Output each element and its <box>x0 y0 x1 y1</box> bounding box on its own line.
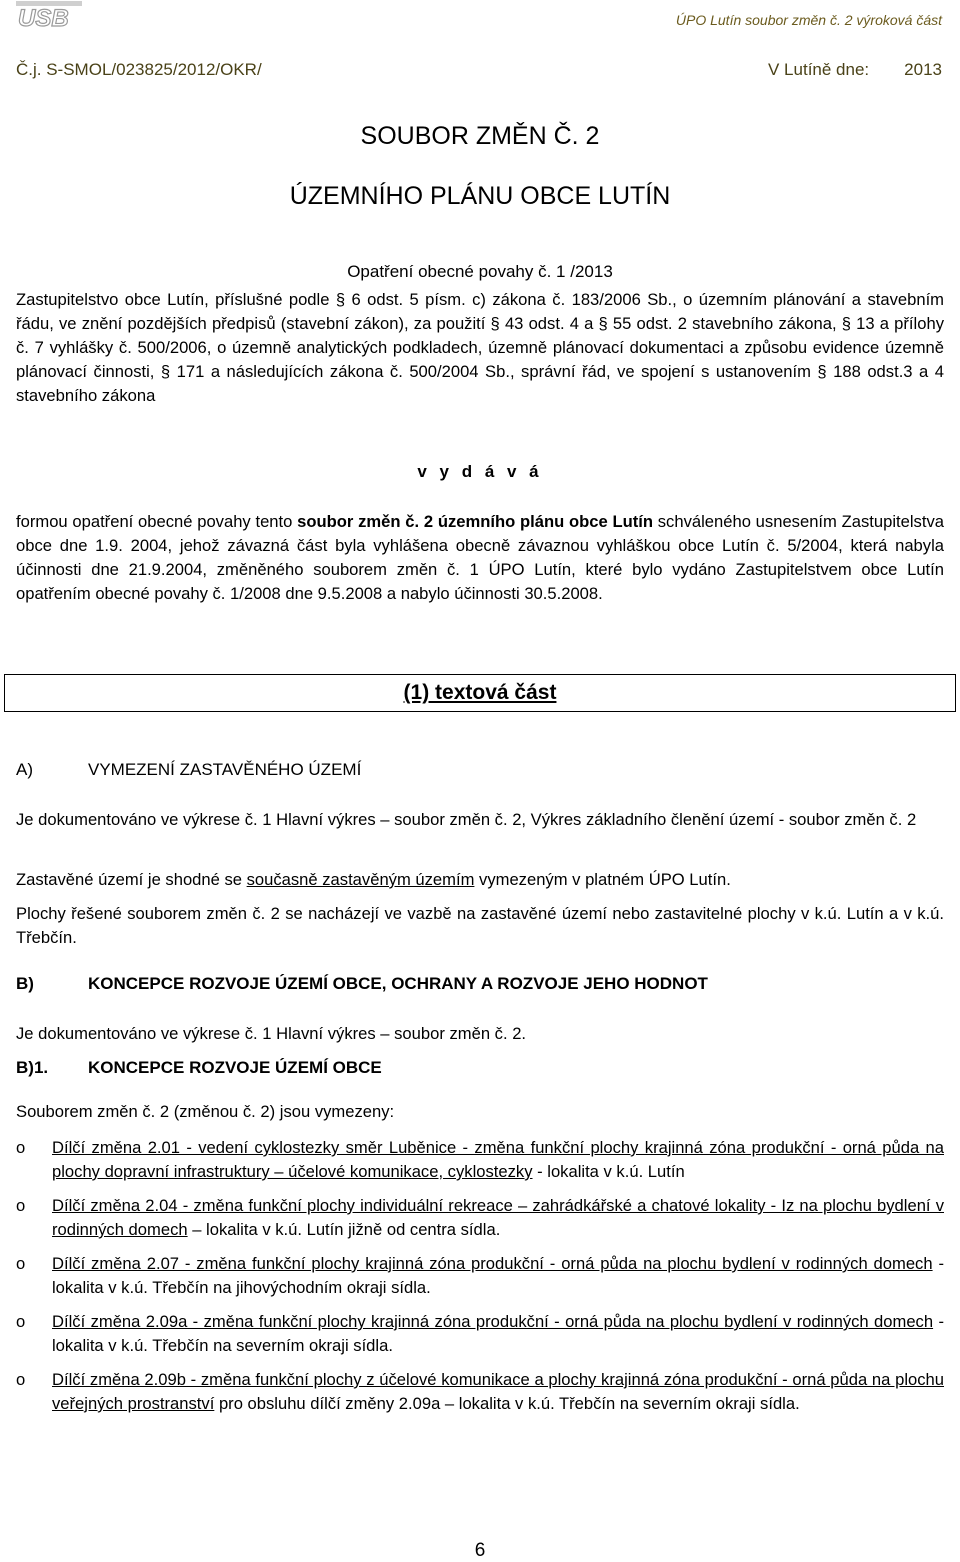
formou-bold: soubor změn č. 2 územního plánu obce Lutín <box>297 512 654 531</box>
section-a-paragraph-2: Zastavěné území je shodné se současně zastavěným územím vymezeným v platném ÚPO Lutín. <box>16 870 731 889</box>
section-b-label: B) <box>16 974 34 993</box>
list-item: o Dílčí změna 2.01 - vedení cyklostezky směr Luběnice - změna funkční plochy krajinná zóna produkční - orná půda na plochy dopravní infrastruktury – účelové komunikace, cyklostezky - lokalita v k.ú. Lutín <box>16 1138 944 1181</box>
section-b-paragraph-2: Souborem změn č. 2 (změnou č. 2) jsou vymezeny: <box>16 1102 395 1121</box>
textova-cast-box <box>4 674 956 712</box>
section-a-paragraph-1: Je dokumentováno ve výkrese č. 1 Hlavní výkres – soubor změn č. 2, Výkres základního členění území - soubor změn č. 2 <box>16 810 917 829</box>
title-line-1: SOUBOR ZMĚN Č. 2 <box>360 122 600 150</box>
header-document-title: ÚPO Lutín soubor změn č. 2 výroková část <box>675 12 942 28</box>
bullet: o <box>16 1196 26 1215</box>
page-number: 6 <box>474 1540 486 1561</box>
textova-cast-heading: (1) textová část <box>403 681 557 704</box>
change-list <box>16 1136 944 1426</box>
date-label: V Lutíně dne: <box>768 60 870 79</box>
year: 2013 <box>904 60 942 79</box>
intro-paragraph: Zastupitelstvo obce Lutín, příslušné podle § 6 odst. 5 písm. c) zákona č. 183/2006 Sb., o územním plánování a stavebním řádu, ve znění pozdějších předpisů (stavební zákon), za použití § 43 odst. 4 a § 55 odst. 2 stavebního zákona, § 13 a přílohy č. 7 vyhlášky č. 500/2006, o územně analytických podkladech, územně plánovací dokumentaci a způsobu evidence územně plánovací činnosti, § 171 a následujících zákona č. 500/2004 Sb., správní řád, ve spojení s ustanovením § 188 odst.3 a 4 stavebního zákona <box>16 290 944 405</box>
vydava-heading: v y d á v á <box>417 462 543 481</box>
section-a-title: VYMEZENÍ ZASTAVĚNÉHO ÚZEMÍ <box>88 760 362 779</box>
list-item: o Dílčí změna 2.09a - změna funkční plochy krajinná zóna produkční - orná půda na plochu bydlení v rodinných domech - lokalita v k.ú. Třebčín na severním okraji sídla. <box>16 1312 944 1355</box>
bullet: o <box>16 1370 26 1389</box>
underlined-term: současně zastavěným územím <box>246 870 475 889</box>
usb-logo <box>14 0 86 30</box>
svg-text:USB: USB <box>18 5 69 30</box>
bullet: o <box>16 1138 26 1157</box>
list-item: o Dílčí změna 2.04 - změna funkční plochy individuální rekreace – zahrádkářské a chatové lokality - Iz na plochu bydlení v rodinných domech – lokalita v k.ú. Lutín jižně od centra sídla. <box>16 1196 944 1239</box>
list-item: o Dílčí změna 2.07 - změna funkční plochy krajinná zóna produkční - orná půda na plochu bydlení v rodinných domech - lokalita v k.ú. Třebčín na jihovýchodním okraji sídla. <box>16 1254 944 1297</box>
section-b-paragraph-1: Je dokumentováno ve výkrese č. 1 Hlavní výkres – soubor změn č. 2. <box>16 1024 527 1043</box>
list-item: o Dílčí změna 2.09b - změna funkční plochy z účelové komunikace a plochy krajinná zóna produkční - orná půda na plochu veřejných prostranství pro obsluhu dílčí změny 2.09a – lokalita v k.ú. Třebčín na severním okraji sídla. <box>16 1370 944 1413</box>
title-line-3: Opatření obecné povahy č. 1 /2013 <box>347 262 613 281</box>
section-b-title: KONCEPCE ROZVOJE ÚZEMÍ OBCE, OCHRANY A ROZVOJE JEHO HODNOT <box>88 974 708 993</box>
subsection-b1-title: KONCEPCE ROZVOJE ÚZEMÍ OBCE <box>88 1058 382 1077</box>
formou-paragraph: formou opatření obecné povahy tento soubor změn č. 2 územního plánu obce Lutín schváleného usnesením Zastupitelstva obce dne 1.9. 2004, jehož závazná část byla vyhlášena obecně závaznou vyhláškou obce Lutín č. 5/2004, která nabyla účinnosti dne 21.9.2004, změněného souborem změn č. 1 ÚPO Lutín, které bylo vydáno Zastupitelstvem obce Lutín opatřením obecné povahy č. 1/2008 dne 9.5.2008 a nabylo účinnosti 30.5.2008. <box>16 512 944 603</box>
reference-number: Č.j. S-SMOL/023825/2012/OKR/ <box>16 60 262 79</box>
title-line-2: ÚZEMNÍHO PLÁNU OBCE LUTÍN <box>289 182 671 210</box>
section-a-label: A) <box>16 760 33 779</box>
bullet: o <box>16 1254 26 1273</box>
section-a-paragraph-3: Plochy řešené souborem změn č. 2 se nacházejí ve vazbě na zastavěné území nebo zastavitelné plochy v k.ú. Lutín a v k.ú. Třebčín. <box>16 904 944 947</box>
bullet: o <box>16 1312 26 1331</box>
subsection-b1-label: B)1. <box>16 1058 49 1077</box>
